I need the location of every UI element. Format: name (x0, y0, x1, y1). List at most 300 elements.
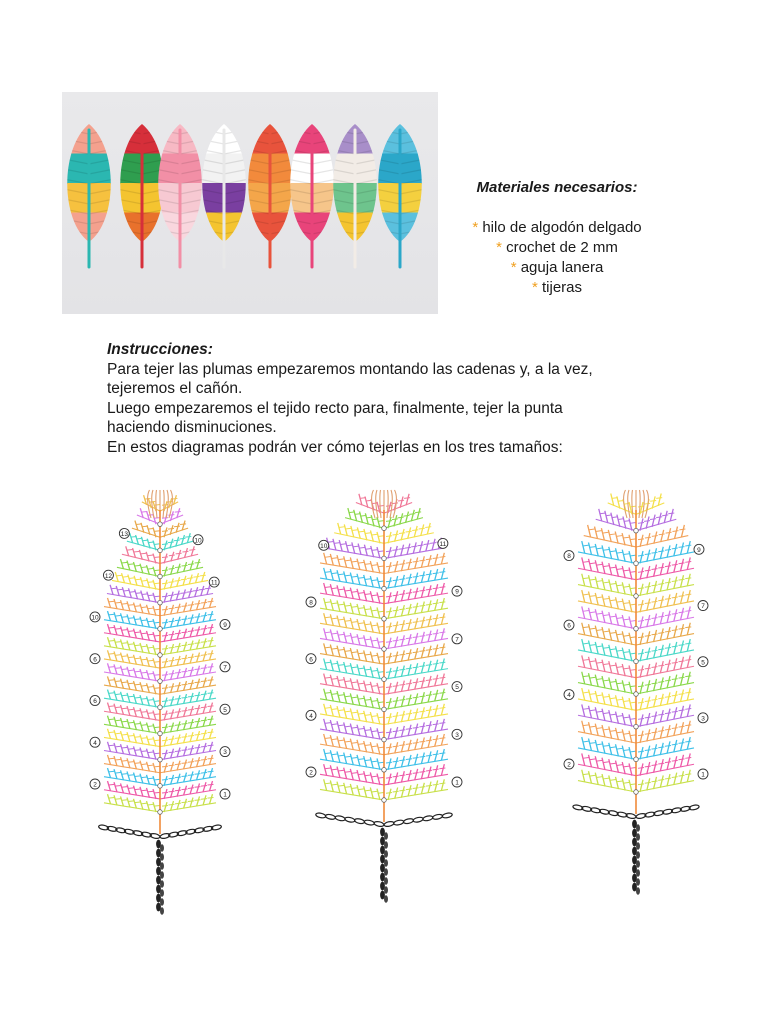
diagram-stitch (337, 646, 340, 657)
diagram-stitch-bar (638, 604, 644, 605)
diagram-stitch-bar (121, 562, 127, 563)
materials-section (452, 178, 662, 298)
diagram-stitch-bar (679, 563, 685, 564)
diagram-row-number-label: 4 (567, 692, 571, 700)
diagram-stitch (681, 559, 684, 571)
diagram-stitch-bar (630, 784, 636, 785)
diagram-stitch-bar (109, 627, 115, 628)
diagram-stitch-bar (115, 694, 121, 695)
diagram-stitch-bar (399, 609, 405, 610)
diagram-stitch-bar (583, 774, 589, 775)
diagram-stitch-bar (195, 721, 201, 722)
diagram-stitch (687, 623, 690, 635)
diagram-stitch-bar (148, 804, 154, 805)
diagram-stitch (582, 541, 585, 553)
diagram-stitch-bar (439, 708, 445, 709)
diagram-stitch (609, 563, 612, 575)
diagram-stitch-bar (419, 756, 425, 757)
diagram-stitch-bar (365, 775, 371, 776)
diagram-stitch-bar (378, 672, 384, 673)
diagram-row-number (698, 600, 708, 610)
diagram-stitch-bar (415, 512, 421, 513)
diagram-stitch (134, 603, 137, 613)
diagram-stitch (197, 653, 200, 663)
diagram-stitch-bar (180, 593, 186, 594)
diagram-stitch (344, 783, 347, 794)
diagram-stitch-bar (208, 784, 214, 785)
diagram-stitch-bar (201, 668, 207, 669)
diagram-stitch-bar (406, 759, 412, 760)
diagram-stitch (140, 721, 143, 731)
diagram-stitch (421, 768, 424, 779)
diagram-stitch-bar (188, 618, 194, 619)
diagram-row-number-label: 4 (309, 712, 313, 720)
diagram-stitch (330, 554, 333, 565)
diagram-stitch (108, 729, 111, 739)
diagram-stitch-bar (365, 684, 371, 685)
diagram-row-number-label: 7 (223, 664, 227, 672)
diagram-stitch-bar (135, 710, 141, 711)
diagram-stitch-bar (426, 574, 432, 575)
diagram-stitch (207, 585, 210, 595)
diagram-stitch (344, 617, 347, 628)
diagram-stitch (654, 728, 657, 740)
diagram-stitch-bar (610, 682, 616, 683)
diagram-stitch-bar (413, 576, 419, 577)
diagram-stitch (357, 755, 360, 766)
diagram-stitch (667, 660, 670, 672)
diagram-stitch-bar (666, 532, 672, 533)
diagram-spine-ring (382, 798, 387, 803)
diagram-stitch (127, 758, 130, 768)
diagram-stitch (203, 691, 206, 701)
diagram-stitch (324, 568, 327, 579)
diagram-stitch-bar (658, 714, 664, 715)
diagram-stitch (674, 740, 677, 752)
diagram-stitch-bar (610, 567, 616, 568)
diagram-stitch (344, 587, 347, 598)
diagram-stitch-bar (623, 701, 629, 702)
diagram-stitch-bar (610, 584, 616, 585)
diagram-stitch (108, 690, 111, 700)
diagram-stitch-bar (433, 573, 439, 574)
diagram-stitch (110, 585, 113, 595)
diagram-stitch (664, 511, 667, 523)
diagram-stitch (660, 547, 663, 559)
diagram-stitch-bar (685, 774, 691, 775)
diagram-stitch-bar (433, 769, 439, 770)
diagram-stitch-bar (602, 532, 608, 533)
diagram-stitch (346, 541, 349, 552)
diagram-stitch (595, 527, 598, 539)
diagram-stitch-bar (169, 778, 175, 779)
diagram-stitch-bar (154, 701, 160, 702)
diagram-chain-stitch (364, 819, 375, 825)
diagram-stitch-bar (208, 654, 214, 655)
diagram-stitch-bar (109, 706, 115, 707)
diagram-stitch (190, 732, 193, 742)
diagram-stitch-bar (419, 620, 425, 621)
diagram-stitch-bar (148, 582, 154, 583)
diagram-stitch-bar (419, 666, 425, 667)
diagram-stitch-bar (195, 562, 201, 563)
diagram-stitch-bar (617, 699, 623, 700)
diagram-stitch-bar (652, 667, 658, 668)
diagram-stitch-bar (406, 623, 412, 624)
diagram-stitch (127, 693, 130, 703)
diagram-stitch-bar (201, 759, 207, 760)
diagram-stitch-bar (590, 726, 596, 727)
diagram-stitch-bar (399, 564, 405, 565)
diagram-stitch-bar (187, 592, 193, 593)
diagram-stitch (114, 625, 117, 635)
diagram-stitch (337, 585, 340, 596)
diagram-stitch-bar (630, 719, 636, 720)
diagram-stitch-bar (195, 656, 201, 657)
diagram-stitch (377, 592, 380, 603)
diagram-stitch-bar (109, 654, 115, 655)
diagram-stitch-bar (162, 701, 168, 702)
diagram-stitch (647, 778, 650, 790)
diagram-stitch (660, 759, 663, 771)
diagram-stem-stitch (384, 832, 388, 840)
diagram-stitch-bar (685, 643, 691, 644)
diagram-stitch (197, 783, 200, 793)
diagram-stitch-bar (412, 530, 418, 531)
diagram-stitch-bar (201, 799, 207, 800)
diagram-stitch (616, 761, 619, 773)
diagram-stitch-bar (433, 724, 439, 725)
diagram-row-number (319, 540, 329, 550)
diagram-row-number-label: 6 (93, 698, 97, 706)
diagram-stitch (654, 565, 657, 577)
diagram-stitch-bar (662, 515, 668, 516)
diagram-stitch (210, 768, 213, 778)
diagram-stitch (595, 756, 598, 768)
diagram-row-number (452, 729, 462, 739)
diagram-stitch (401, 696, 404, 707)
diagram-stitch (337, 570, 340, 581)
diagram-stitch (134, 655, 137, 665)
diagram-stitch-bar (583, 627, 589, 628)
diagram-stitch (687, 688, 690, 700)
diagram-row-number (306, 597, 316, 607)
diagram-stitch-bar (338, 634, 344, 635)
diagram-stitch-bar (630, 735, 636, 736)
diagram-stitch (395, 682, 398, 693)
diagram-stitch-bar (645, 782, 651, 783)
diagram-stitch-bar (665, 778, 671, 779)
diagram-stitch-bar (658, 780, 664, 781)
diagram-stitch (589, 575, 592, 587)
diagram-stitch-bar (331, 603, 337, 604)
diagram-stitch (184, 760, 187, 770)
diagram-stitch (395, 757, 398, 768)
diagram-stitch-bar (182, 551, 188, 552)
diagram-stitch (114, 769, 117, 779)
diagram-stitch (408, 785, 411, 796)
diagram-stitch-bar (617, 650, 623, 651)
diagram-stitch-bar (328, 541, 334, 542)
diagram-stitch-bar (195, 682, 201, 683)
diagram-stitch-bar (399, 533, 405, 534)
diagram-stitch-bar (208, 758, 214, 759)
diagram-stitch (203, 782, 206, 792)
diagram-stitch (388, 789, 391, 800)
diagram-stitch-bar (630, 670, 636, 671)
diagram-stitch (441, 734, 444, 745)
diagram-stitch-bar (596, 646, 602, 647)
diagram-stitch-bar (386, 792, 392, 793)
diagram-stitch-bar (685, 757, 691, 758)
feather-diagram-medium (302, 482, 466, 922)
diagram-stitch-bar (413, 667, 419, 668)
diagram-stitch-bar (596, 548, 602, 549)
diagram-stitch-bar (200, 575, 206, 576)
diagram-stitch-bar (672, 777, 678, 778)
diagram-stitch (401, 590, 404, 601)
diagram-stitch-bar (122, 787, 128, 788)
diagram-stitch-bar (439, 587, 445, 588)
diagram-stitch (599, 509, 602, 521)
diagram-stitch-bar (596, 630, 602, 631)
diagram-stitch (687, 672, 690, 684)
diagram-stitch-bar (583, 708, 589, 709)
diagram-stitch-bar (175, 633, 181, 634)
diagram-stem-stitch (636, 887, 640, 895)
diagram-row-number (452, 634, 462, 644)
diagram-stitch (140, 695, 143, 705)
diagram-stitch (377, 789, 380, 800)
diagram-stitch-bar (617, 552, 623, 553)
diagram-stitch-bar (596, 531, 602, 532)
diagram-stitch-bar (188, 749, 194, 750)
diagram-stitch-bar (351, 712, 357, 713)
diagram-stitch-bar (334, 543, 340, 544)
diagram-stitch-bar (378, 596, 384, 597)
diagram-stitch-bar (137, 538, 143, 539)
diagram-stitch (121, 600, 124, 610)
diagram-spine-ring (634, 528, 639, 533)
diagram-stitch-bar (154, 531, 160, 532)
diagram-stitch-bar (638, 784, 644, 785)
diagram-stitch (408, 604, 411, 615)
diagram-stitch-bar (128, 564, 134, 565)
diagram-stitch (415, 588, 418, 599)
diagram-stitch (408, 649, 411, 660)
diagram-stitch-bar (338, 619, 344, 620)
diagram-stitch (357, 710, 360, 721)
diagram-stitch (602, 627, 605, 639)
diagram-stitch-bar (180, 524, 186, 525)
diagram-stitch (401, 711, 404, 722)
diagram-row-number-label: 12 (104, 572, 113, 580)
diagram-stitch (203, 717, 206, 727)
diagram-stitch (122, 587, 125, 597)
diagram-stitch (401, 575, 404, 586)
diagram-stitch-bar (652, 569, 658, 570)
diagram-row-line (160, 724, 216, 733)
diagram-row-line (160, 502, 178, 511)
diagram-stitch (408, 755, 411, 766)
diagram-stitch-bar (351, 682, 357, 683)
diagram-stitch (681, 722, 684, 734)
diagram-stitch-bar (365, 533, 371, 534)
diagram-stitch (421, 677, 424, 688)
diagram-stitch (401, 756, 404, 767)
diagram-stitch-bar (365, 730, 371, 731)
diagram-stitch-bar (128, 644, 134, 645)
materials-item-text: tijeras (542, 279, 583, 296)
diagram-stitch (377, 758, 380, 769)
diagram-stitch-bar (378, 687, 384, 688)
diagram-stitch-bar (645, 733, 651, 734)
diagram-stitch (140, 604, 143, 614)
diagram-stitch (330, 645, 333, 656)
diagram-stitch-bar (154, 727, 160, 728)
diagram-stitch-bar (338, 680, 344, 681)
diagram-stitch-bar (128, 788, 134, 789)
diagram-stitch-bar (136, 524, 142, 525)
diagram-stitch (395, 606, 398, 617)
diagram-stitch-bar (162, 570, 168, 571)
diagram-stitch-bar (638, 523, 644, 524)
diagram-stitch-bar (134, 565, 140, 566)
diagram-row-line (160, 620, 216, 629)
diagram-stitch (370, 727, 373, 738)
diagram-stitch-bar (413, 682, 419, 683)
diagram-row-line (160, 764, 216, 773)
diagram-stitch-bar (358, 653, 364, 654)
diagram-stitch (210, 703, 213, 713)
diagram-stitch-bar (433, 754, 439, 755)
diagram-stitch (681, 755, 684, 767)
diagram-stitch-bar (603, 729, 609, 730)
diagram-stitch (674, 527, 677, 539)
diagram-stitch-bar (154, 583, 160, 584)
diagram-stitch-bar (596, 728, 602, 729)
diagram-stitch (616, 744, 619, 756)
diagram-stitch-bar (426, 604, 432, 605)
diagram-stitch-bar (162, 766, 168, 767)
diagram-stitch (582, 737, 585, 749)
diagram-stitch (388, 653, 391, 664)
diagram-stitch-bar (154, 779, 160, 780)
diagram-spine-ring (158, 705, 163, 710)
diagram-stitch-bar (603, 549, 609, 550)
diagram-stitch (344, 753, 347, 764)
diagram-stitch-bar (371, 565, 377, 566)
diagram-stitch (432, 539, 435, 550)
diagram-row-number (698, 657, 708, 667)
diagram-stitch (203, 756, 206, 766)
diagram-stitch-bar (195, 630, 201, 631)
diagram-stitch-bar (399, 594, 405, 595)
diagram-chain-stitch (423, 815, 434, 821)
diagram-stitch (203, 625, 206, 635)
diagram-stitch (388, 743, 391, 754)
diagram-stitch-bar (439, 662, 445, 663)
diagram-stitch-bar (162, 609, 168, 610)
diagram-stitch-bar (658, 616, 664, 617)
photo-feather-band (62, 183, 129, 214)
diagram-stitch (350, 648, 353, 659)
diagram-stitch (121, 626, 124, 636)
diagram-stitch-bar (162, 635, 168, 636)
diagram-stitch-bar (345, 711, 351, 712)
diagram-stitch-bar (371, 776, 377, 777)
diagram-stitch-bar (439, 783, 445, 784)
diagram-stitch (602, 643, 605, 655)
diagram-stitch (616, 630, 619, 642)
diagram-stitch-bar (419, 787, 425, 788)
diagram-stitch-bar (365, 594, 371, 595)
diagram-row-line (160, 711, 216, 720)
diagram-stitch (116, 586, 119, 596)
diagram-stitch (609, 628, 612, 640)
diagram-stitch (108, 703, 111, 713)
diagram-stitch (388, 713, 391, 724)
diagram-stitch (421, 692, 424, 703)
diagram-stitch-bar (426, 740, 432, 741)
diagram-stitch-bar (365, 639, 371, 640)
diagram-stitch (408, 589, 411, 600)
diagram-stitch-bar (201, 786, 207, 787)
diagram-stitch-bar (378, 702, 384, 703)
diagram-stitch-bar (638, 735, 644, 736)
diagram-stitch (654, 614, 657, 626)
diagram-stitch (609, 694, 612, 706)
diagram-stitch (647, 599, 650, 611)
diagram-stitch-bar (162, 792, 168, 793)
diagram-stitch-bar (371, 640, 377, 641)
diagram-stitch (121, 653, 124, 663)
diagram-stem-stitch (636, 860, 640, 868)
diagram-stitch-bar (182, 763, 188, 764)
diagram-stitch-bar (345, 620, 351, 621)
diagram-stitch-bar (208, 680, 214, 681)
diagram-stitch-bar (590, 759, 596, 760)
diagram-stitch-bar (338, 559, 344, 560)
diagram-row-number (103, 570, 113, 580)
diagram-stitch-bar (393, 716, 399, 717)
diagram-stitch-bar (393, 776, 399, 777)
diagram-stitch (660, 743, 663, 755)
diagram-stitch (660, 612, 663, 624)
diagram-stitch-bar (136, 593, 142, 594)
diagram-stitch-bar (404, 498, 410, 499)
diagram-stitch (184, 668, 187, 678)
diagram-stitch-bar (175, 646, 181, 647)
diagram-stitch (622, 582, 625, 594)
diagram-stitch (609, 710, 612, 722)
diagram-stitch-bar (331, 784, 337, 785)
diagram-stitch-bar (590, 661, 596, 662)
diagram-stitch-bar (665, 631, 671, 632)
diagram-stitch (370, 712, 373, 723)
diagram-stitch-bar (134, 551, 140, 552)
diagram-stitch (428, 782, 431, 793)
diagram-stitch (687, 541, 690, 553)
diagram-stitch-bar (351, 667, 357, 668)
diagram-stitch-bar (182, 724, 188, 725)
diagram-stitch-bar (371, 625, 377, 626)
diagram-stitch (595, 691, 598, 703)
diagram-stitch (190, 719, 193, 729)
diagram-stitch-bar (371, 716, 377, 717)
diagram-row-line (636, 617, 694, 628)
diagram-stitch (415, 573, 418, 584)
